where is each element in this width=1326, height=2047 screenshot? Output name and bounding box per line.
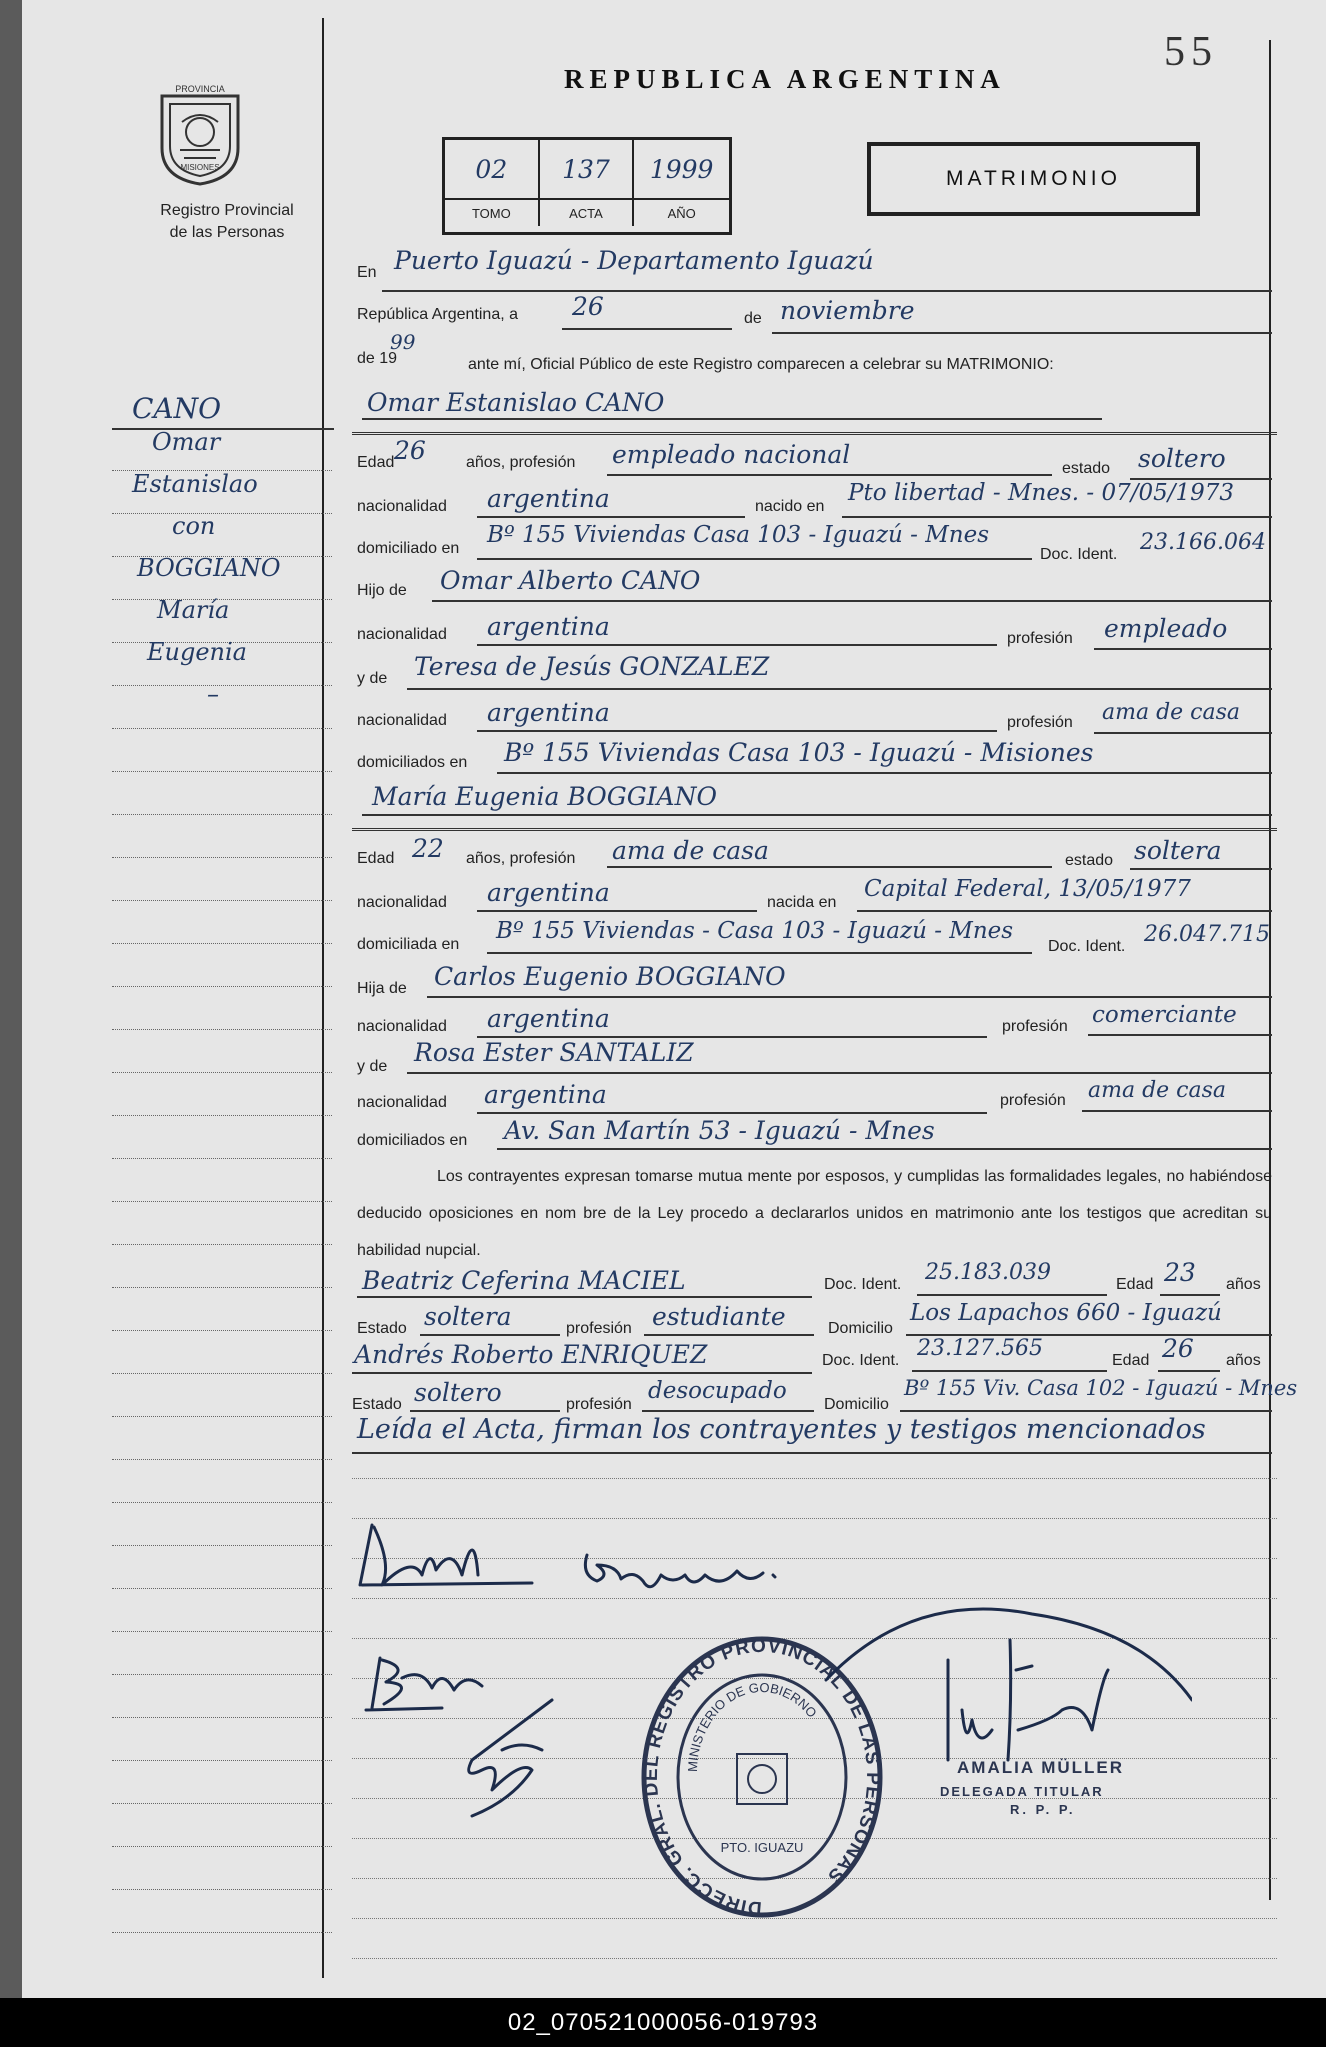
emblem-top-text: PROVINCIA: [175, 84, 225, 94]
month-underline: [772, 332, 1272, 334]
margin-ruled-line: [112, 1502, 332, 1503]
witness2-dom-underline: [900, 1410, 1272, 1412]
margin-note-line: con: [172, 512, 216, 540]
witness2-profesion: desocupado: [648, 1378, 787, 1404]
margin-ruled-line: [112, 1158, 332, 1159]
year-prefix: de 19: [357, 350, 398, 367]
margin-note-line: Eugenia: [147, 638, 247, 666]
witness1-profesion: estudiante: [652, 1302, 786, 1331]
bride-profesion-underline: [607, 866, 1052, 868]
bride-nacida-label: nacida en: [767, 894, 837, 911]
bride-profesion: ama de casa: [612, 836, 769, 865]
closing-text: Leída el Acta, firman los contrayentes y testigos mencionados: [357, 1414, 1206, 1445]
emblem-bottom-text: MISIONES: [180, 163, 220, 172]
witness1-edad-label: Edad: [1116, 1276, 1154, 1293]
groom-anos-label: años, profesión: [466, 454, 576, 471]
margin-ruled-line: [112, 1631, 332, 1632]
witness2-edad: 26: [1162, 1334, 1194, 1363]
groom-name-underline: [362, 418, 1102, 420]
record-type-box: MATRIMONIO: [867, 142, 1200, 216]
margin-ruled-line: [112, 1588, 332, 1589]
bride-estado-underline: [1130, 868, 1272, 870]
margin-ruled-line: [112, 1545, 332, 1546]
groom-mother-underline: [407, 688, 1272, 690]
bride-nacida: Capital Federal, 13/05/1977: [864, 876, 1191, 902]
margin-ruled-line: [112, 1674, 332, 1675]
bride-father-prof-label: profesión: [1002, 1018, 1068, 1035]
month-value: noviembre: [780, 296, 915, 325]
witness2-name: Andrés Roberto ENRIQUEZ: [354, 1340, 708, 1369]
bride-father-profesion: comerciante: [1092, 1002, 1237, 1028]
margin-ruled-line: [112, 1029, 332, 1030]
margin-ruled-line: [112, 1287, 332, 1288]
margin-ruled-line: [112, 1373, 332, 1374]
bride-mother-profesion: ama de casa: [1088, 1078, 1227, 1103]
en-label: En: [357, 264, 377, 281]
left-margin-line: [322, 18, 324, 1978]
witness1-doc-underline: [917, 1294, 1107, 1296]
margin-ruled-line: [112, 943, 332, 944]
bride-mother-domicilio: Av. San Martín 53 - Iguazú - Mnes: [504, 1116, 935, 1145]
witness1-name: Beatriz Ceferina MACIEL: [362, 1266, 686, 1295]
svg-text:MINISTERIO DE GOBIERNO: [685, 1680, 820, 1772]
witness1-estado: soltera: [424, 1302, 512, 1331]
margin-ruled-line: [112, 513, 332, 514]
register-page: [22, 0, 1326, 1998]
bride-father-name: Carlos Eugenio BOGGIANO: [434, 962, 786, 991]
margin-note-line: Estanislao: [132, 470, 258, 498]
groom-father-label: Hijo de: [357, 582, 407, 599]
margin-ruled-line: [112, 1072, 332, 1073]
bride-estado: soltera: [1134, 836, 1222, 865]
witness2-doc-label: Doc. Ident.: [822, 1352, 900, 1369]
intro-statement: ante mí, Oficial Público de este Registro comparecen a celebrar su MATRIMONIO:: [468, 356, 1054, 373]
groom-mother-domicilio: Bº 155 Viviendas Casa 103 - Iguazú - Misiones: [504, 738, 1094, 767]
margin-ruled-line: [112, 1760, 332, 1761]
witness2-anos-label: años: [1226, 1352, 1261, 1369]
groom-nacido: Pto libertad - Mnes. - 07/05/1973: [848, 480, 1235, 506]
ano-value: 1999: [649, 154, 714, 184]
groom-father-nacionalidad: argentina: [487, 612, 610, 641]
right-margin-line: [1269, 40, 1271, 1900]
bride-dom-label: domiciliada en: [357, 936, 460, 953]
groom-father-underline: [432, 600, 1272, 602]
witness2-edad-label: Edad: [1112, 1352, 1150, 1369]
officer-name: AMALIA MÜLLER: [957, 1758, 1125, 1777]
bride-nacida-underline: [857, 910, 1272, 912]
bride-mother-dom-underline: [497, 1148, 1272, 1150]
groom-doc: 23.166.064: [1140, 530, 1266, 555]
witness2-estado-label: Estado: [352, 1396, 402, 1413]
tomo-value: 02: [475, 154, 508, 184]
ano-cell: [634, 140, 729, 200]
witness1-prof-underline: [644, 1334, 814, 1336]
officer-title: DELEGADA TITULAR: [940, 1784, 1104, 1799]
groom-edad: 26: [394, 436, 426, 465]
groom-doc-label: Doc. Ident.: [1040, 546, 1118, 563]
bride-father-label: Hija de: [357, 980, 407, 997]
groom-separator: [352, 432, 1277, 435]
margin-ruled-line: [112, 1201, 332, 1202]
witness1-doc: 25.183.039: [925, 1260, 1051, 1285]
bride-anos-label: años, profesión: [466, 850, 576, 867]
groom-edad-label: Edad: [357, 454, 395, 471]
closing-underline: [352, 1452, 1272, 1454]
witness1-name-underline: [357, 1296, 812, 1298]
witness1-anos-label: años: [1226, 1276, 1261, 1293]
bride-mother-prof-underline: [1082, 1110, 1272, 1112]
bride-mother-nac-underline: [477, 1112, 987, 1114]
witness1-edad: 23: [1164, 1258, 1196, 1287]
record-number-table: [442, 137, 732, 235]
margin-ruled-line: [112, 685, 332, 686]
bride-signature-icon: [577, 1545, 797, 1605]
bride-dom-underline: [487, 952, 1032, 954]
groom-nacido-label: nacido en: [755, 498, 825, 515]
ano-label: AÑO: [667, 205, 696, 221]
bride-mother-label: y de: [357, 1058, 388, 1075]
bride-mother-prof-label: profesión: [1000, 1092, 1066, 1109]
groom-nacionalidad: argentina: [487, 484, 610, 513]
blank-ruled-line: [352, 1478, 1277, 1479]
bride-nacionalidad: argentina: [487, 878, 610, 907]
groom-mother-profesion: ama de casa: [1102, 700, 1241, 725]
place-value: Puerto Iguazú - Departamento Iguazú: [394, 246, 874, 275]
acta-label: ACTA: [540, 200, 635, 226]
groom-dom-label: domiciliado en: [357, 540, 460, 557]
witness1-dom-label: Domicilio: [828, 1320, 893, 1337]
witness2-prof-label: profesión: [566, 1396, 632, 1413]
margin-note-line: María: [157, 596, 230, 624]
groom-signature-icon: [352, 1515, 542, 1605]
groom-nacido-underline: [842, 516, 1272, 518]
groom-estado: soltero: [1138, 444, 1226, 473]
day-value: 26: [572, 292, 604, 321]
groom-father-nac-label: nacionalidad: [357, 626, 447, 643]
registry-name: Registro Provincial de las Personas: [160, 202, 294, 241]
margin-ruled-line: [112, 1244, 332, 1245]
bride-father-prof-underline: [1088, 1034, 1272, 1036]
groom-mother-nacionalidad: argentina: [487, 698, 610, 727]
bride-edad-label: Edad: [357, 850, 395, 867]
margin-ruled-line: [112, 857, 332, 858]
witness1-edad-underline: [1160, 1294, 1220, 1296]
groom-mother-name: Teresa de Jesús GONZALEZ: [414, 652, 770, 681]
bride-father-nacionalidad: argentina: [487, 1004, 610, 1033]
tomo-label: TOMO: [445, 200, 540, 226]
groom-mother-prof-underline: [1094, 732, 1272, 734]
witness2-estado: soltero: [414, 1378, 502, 1407]
groom-father-prof-underline: [1094, 648, 1272, 650]
groom-profesion-underline: [607, 474, 1052, 476]
witness2-signature-icon: [442, 1690, 582, 1820]
groom-nac-underline: [477, 516, 745, 518]
bride-separator: [352, 828, 1277, 831]
place-underline: [382, 290, 1272, 292]
page-number: 55: [1164, 29, 1218, 75]
witness1-estado-underline: [420, 1334, 560, 1336]
groom-estado-label: estado: [1062, 460, 1111, 477]
groom-father-profesion: empleado: [1104, 614, 1228, 643]
margin-ruled-line: [112, 900, 332, 901]
groom-mother-dom-underline: [497, 772, 1272, 774]
acta-value: 137: [562, 154, 610, 184]
margin-ruled-line: [112, 814, 332, 815]
witness2-doc: 23.127.565: [917, 1336, 1043, 1361]
margin-surname-underline: [112, 428, 334, 430]
stamp-inner-text: MINISTERIO DE GOBIERNO: [684, 1679, 820, 1773]
groom-father-name: Omar Alberto CANO: [440, 566, 701, 595]
bride-domicilio: Bº 155 Viviendas - Casa 103 - Iguazú - Mnes: [496, 918, 1014, 944]
margin-ruled-line: [112, 1459, 332, 1460]
groom-domicilio: Bº 155 Viviendas Casa 103 - Iguazú - Mnes: [487, 522, 989, 548]
margin-ruled-line: [112, 1416, 332, 1417]
groom-profesion: empleado nacional: [612, 440, 851, 469]
witness2-edad-underline: [1158, 1370, 1220, 1372]
bride-mother-underline: [407, 1072, 1272, 1074]
bride-father-nac-label: nacionalidad: [357, 1018, 447, 1035]
groom-mother-label: y de: [357, 670, 388, 687]
groom-father-prof-label: profesión: [1007, 630, 1073, 647]
witness2-dom-label: Domicilio: [824, 1396, 889, 1413]
bride-edad: 22: [412, 834, 444, 863]
margin-note-line: Omar: [152, 428, 221, 456]
registry-emblem-icon: [152, 78, 248, 186]
witness2-domicilio: Bº 155 Viv. Casa 102 - Iguazú - Mnes: [904, 1376, 1298, 1400]
stamp-outer-text: DIRECC. GRAL. DEL REGISTRO PROVINCIAL DE LAS PERSONAS: [640, 1635, 884, 1919]
groom-father-nac-underline: [477, 644, 997, 646]
bride-nac-label: nacionalidad: [357, 894, 447, 911]
bride-doc: 26.047.715: [1144, 922, 1270, 947]
witness2-name-underline: [352, 1372, 812, 1374]
witness1-estado-label: Estado: [357, 1320, 407, 1337]
bride-mother-dom-label: domiciliados en: [357, 1132, 468, 1149]
margin-ruled-line: [112, 771, 332, 772]
groom-mother-dom-label: domiciliados en: [357, 754, 468, 771]
blank-ruled-line: [352, 1958, 1277, 1959]
groom-dom-underline: [477, 558, 1032, 560]
witness1-prof-label: profesión: [566, 1320, 632, 1337]
bride-name-underline: [362, 814, 1272, 816]
margin-ruled-line: [112, 1803, 332, 1804]
de-label: de: [744, 310, 762, 327]
bride-mother-nac-label: nacionalidad: [357, 1094, 447, 1111]
bride-nac-underline: [477, 910, 757, 912]
witness2-doc-underline: [912, 1370, 1107, 1372]
witness1-domicilio: Los Lapachos 660 - Iguazú: [910, 1300, 1222, 1326]
bride-estado-label: estado: [1065, 852, 1114, 869]
bride-mother-nacionalidad: argentina: [484, 1080, 607, 1109]
bride-name: María Eugenia BOGGIANO: [372, 782, 717, 811]
bride-father-underline: [427, 996, 1272, 998]
margin-note-line: –: [207, 680, 219, 708]
officer-office: R. P. P.: [1010, 1802, 1076, 1817]
bride-doc-label: Doc. Ident.: [1048, 938, 1126, 955]
witness2-estado-underline: [410, 1410, 560, 1412]
tomo-cell: [445, 140, 540, 200]
margin-ruled-line: [112, 986, 332, 987]
country-title: REPUBLICA ARGENTINA: [564, 64, 1006, 94]
witness2-prof-underline: [642, 1410, 814, 1412]
year-suffix: 99: [390, 330, 416, 354]
day-underline: [562, 328, 732, 330]
witness1-doc-label: Doc. Ident.: [824, 1276, 902, 1293]
margin-ruled-line: [112, 1115, 332, 1116]
margin-ruled-line: [112, 1330, 332, 1331]
margin-ruled-line: [112, 728, 332, 729]
groom-mother-nac-underline: [477, 730, 997, 732]
margin-ruled-line: [112, 1889, 332, 1890]
groom-mother-prof-label: profesión: [1007, 714, 1073, 731]
margin-note-line: BOGGIANO: [137, 554, 281, 582]
bride-mother-name: Rosa Ester SANTALIZ: [414, 1038, 694, 1067]
groom-mother-nac-label: nacionalidad: [357, 712, 447, 729]
margin-surname: CANO: [132, 392, 222, 425]
declaration-text: Los contrayentes expresan tomarse mutua mente por esposos, y cumplidas las formalidades legales, no habiéndose deducido oposiciones en nom bre de la Ley procedo a declararlos unidos en matrimonio ante los testigos que acreditan su habilidad nupcial.: [357, 1168, 1272, 1259]
acta-cell: [540, 140, 635, 200]
groom-nac-label: nacionalidad: [357, 498, 447, 515]
stamp-bottom-text: PTO. IGUAZU: [720, 1840, 804, 1855]
republica-label: República Argentina, a: [357, 306, 518, 323]
groom-name: Omar Estanislao CANO: [367, 388, 665, 417]
margin-ruled-line: [112, 1717, 332, 1718]
document-id-footer: 02_070521000056-019793: [0, 1998, 1326, 2047]
margin-ruled-line: [112, 1932, 332, 1933]
margin-ruled-line: [112, 1846, 332, 1847]
